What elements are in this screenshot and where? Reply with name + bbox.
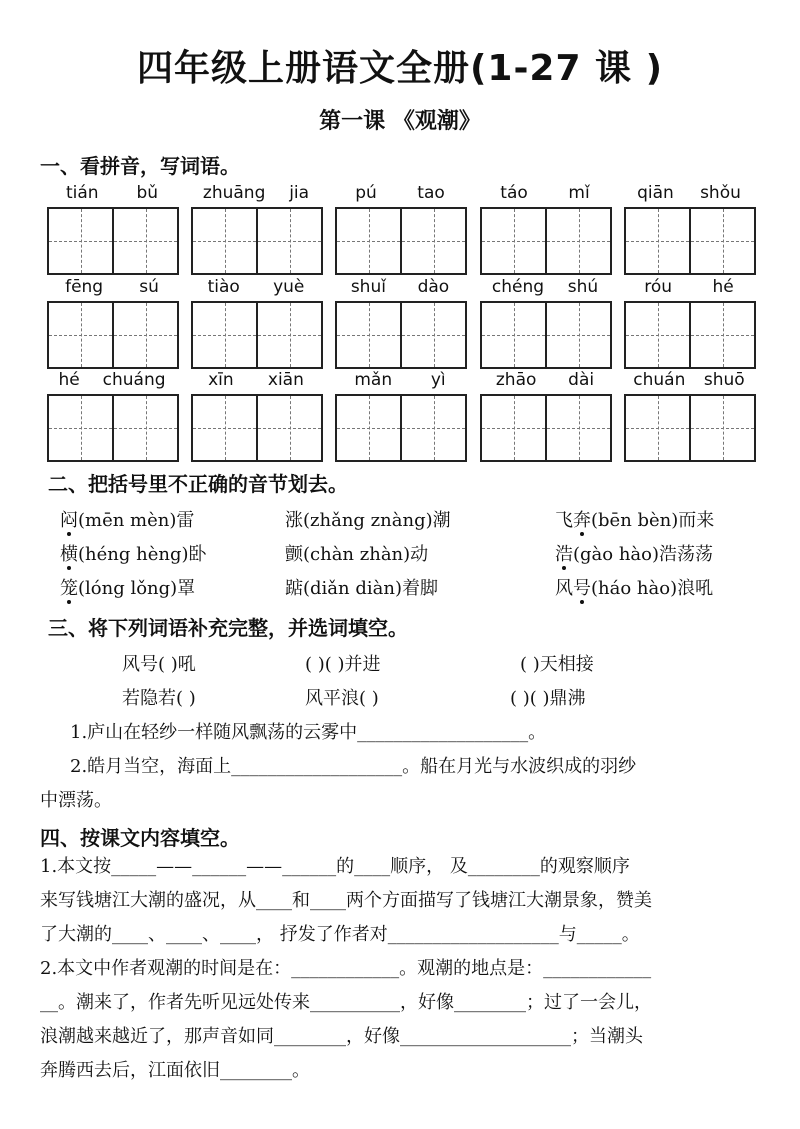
syllable-item <box>285 574 438 600</box>
tianzige-cell[interactable] <box>400 303 465 367</box>
syllable-options[interactable]: (háo hào)浪吼 <box>591 578 714 599</box>
pinyin-label <box>480 183 610 203</box>
pinyin-syllable: róu <box>644 277 673 297</box>
tianzige-cell[interactable] <box>49 209 112 273</box>
pinyin-label <box>480 370 610 390</box>
tianzige-cell[interactable] <box>400 396 465 460</box>
syllable-item <box>60 574 195 600</box>
pinyin-label <box>335 277 465 297</box>
writing-boxes[interactable] <box>335 394 467 462</box>
tianzige-cell[interactable] <box>337 209 400 273</box>
writing-boxes[interactable] <box>191 394 323 462</box>
syllable-options[interactable]: (chàn zhàn)动 <box>303 544 429 565</box>
pinyin-syllable: zhāo <box>495 370 537 390</box>
dotted-character: 号 <box>573 578 591 599</box>
pinyin-syllable: shuō <box>703 370 745 390</box>
writing-boxes[interactable] <box>624 207 756 275</box>
pinyin-syllable: dào <box>417 277 450 297</box>
content-line: 1.本文按_____——______——______的____顺序， 及________的观察顺序 <box>40 856 630 877</box>
idiom-4: 若隐若( ) <box>122 688 196 709</box>
tianzige-cell[interactable] <box>112 303 177 367</box>
writing-boxes[interactable] <box>191 207 323 275</box>
writing-boxes[interactable] <box>624 301 756 369</box>
pinyin-syllable: bǔ <box>136 183 159 203</box>
lesson-title: 第一课 《观潮》 <box>319 109 481 134</box>
writing-boxes[interactable] <box>335 207 467 275</box>
pinyin-label <box>335 183 465 203</box>
syllable-options[interactable]: (diǎn diàn)着脚 <box>303 578 438 599</box>
syllable-options[interactable]: (gào hào)浩荡荡 <box>573 544 714 565</box>
tianzige-cell[interactable] <box>112 209 177 273</box>
tianzige-cell[interactable] <box>49 303 112 367</box>
pinyin-syllable: mǐ <box>568 183 590 203</box>
pinyin-syllable: zhuāng <box>202 183 266 203</box>
dotted-character: 奔 <box>573 510 591 531</box>
fill-question-1: 1.庐山在轻纱一样随风飘荡的云雾中___________________。 <box>70 722 547 743</box>
fill-question-2-cont: 中漂荡。 <box>40 790 112 811</box>
content-line: 了大潮的____、____、____， 抒发了作者对___________________与_____。 <box>40 924 640 945</box>
pinyin-syllable: pú <box>355 183 377 203</box>
word-prefix: 风 <box>555 578 573 599</box>
syllable-item <box>285 540 428 566</box>
content-line: 来写钱塘江大潮的盛况，从____和____两个方面描写了钱塘江大潮景象，赞美 <box>40 890 652 911</box>
syllable-item <box>555 574 713 600</box>
tianzige-cell[interactable] <box>482 396 545 460</box>
pinyin-syllable: mǎn <box>354 370 393 390</box>
syllable-item <box>60 540 207 566</box>
syllable-options[interactable]: (zhǎng znàng)潮 <box>303 510 451 531</box>
tianzige-cell[interactable] <box>400 209 465 273</box>
writing-boxes[interactable] <box>480 394 612 462</box>
tianzige-cell[interactable] <box>49 396 112 460</box>
tianzige-cell[interactable] <box>193 396 256 460</box>
pinyin-label <box>480 277 610 297</box>
tianzige-cell[interactable] <box>626 303 689 367</box>
tianzige-cell[interactable] <box>482 303 545 367</box>
pinyin-syllable: chéng <box>491 277 545 297</box>
tianzige-cell[interactable] <box>545 303 610 367</box>
pinyin-syllable: hé <box>58 370 80 390</box>
pinyin-syllable: chuán <box>633 370 686 390</box>
syllable-item <box>60 506 194 532</box>
pinyin-label <box>624 183 754 203</box>
word-prefix: 涨 <box>285 510 303 531</box>
pinyin-syllable: tao <box>417 183 445 203</box>
writing-boxes[interactable] <box>191 301 323 369</box>
writing-boxes[interactable] <box>47 394 179 462</box>
tianzige-cell[interactable] <box>256 396 321 460</box>
pinyin-syllable: shuǐ <box>350 277 386 297</box>
pinyin-label <box>624 370 754 390</box>
pinyin-syllable: shǒu <box>700 183 741 203</box>
pinyin-label <box>47 183 177 203</box>
writing-boxes[interactable] <box>480 301 612 369</box>
pinyin-syllable: xīn <box>208 370 234 390</box>
tianzige-cell[interactable] <box>256 209 321 273</box>
pinyin-syllable: xiān <box>267 370 304 390</box>
pinyin-syllable: tiào <box>207 277 240 297</box>
word-prefix: 颤 <box>285 544 303 565</box>
tianzige-cell[interactable] <box>689 303 754 367</box>
tianzige-cell[interactable] <box>626 396 689 460</box>
pinyin-syllable: táo <box>500 183 528 203</box>
pinyin-label <box>191 370 321 390</box>
word-prefix: 飞 <box>555 510 573 531</box>
pinyin-label <box>47 370 177 390</box>
dotted-character: 闷 <box>60 510 78 531</box>
writing-boxes[interactable] <box>47 301 179 369</box>
pinyin-syllable: yuè <box>273 277 305 297</box>
tianzige-cell[interactable] <box>193 303 256 367</box>
syllable-options[interactable]: (lóng lǒng)罩 <box>78 578 196 599</box>
writing-boxes[interactable] <box>335 301 467 369</box>
tianzige-cell[interactable] <box>193 209 256 273</box>
word-prefix: 踮 <box>285 578 303 599</box>
content-line: 2.本文中作者观潮的时间是在：____________。观潮的地点是：____________ <box>40 958 652 979</box>
writing-boxes[interactable] <box>47 207 179 275</box>
section3-heading: 三、将下列词语补充完整，并选词填空。 <box>48 616 408 640</box>
pinyin-syllable: fēng <box>65 277 104 297</box>
syllable-item <box>285 506 451 532</box>
content-line: 浪潮越来越近了，那声音如同________，好像___________________；当潮头 <box>40 1026 643 1047</box>
section1-heading: 一、看拼音，写词语。 <box>40 154 240 178</box>
pinyin-syllable: yì <box>430 370 446 390</box>
pinyin-syllable: sú <box>139 277 159 297</box>
content-fill-block <box>40 850 652 1088</box>
dotted-character: 横 <box>60 544 78 565</box>
syllable-options[interactable]: (héng hèng)卧 <box>78 544 207 565</box>
idiom-2: ( )( )并进 <box>305 654 381 675</box>
section4-heading: 四、按课文内容填空。 <box>40 826 240 850</box>
pinyin-label <box>624 277 754 297</box>
content-line: 奔腾西去后，江面依旧________。 <box>40 1060 310 1081</box>
pinyin-syllable: dài <box>568 370 595 390</box>
pinyin-syllable: jia <box>289 183 310 203</box>
pinyin-syllable: qiān <box>637 183 674 203</box>
dotted-character: 浩 <box>555 544 573 565</box>
pinyin-syllable: chuáng <box>102 370 166 390</box>
idiom-3: ( )天相接 <box>520 654 594 675</box>
tianzige-cell[interactable] <box>689 396 754 460</box>
syllable-options[interactable]: (bēn bèn)而来 <box>591 510 715 531</box>
idiom-1: 风号( )吼 <box>122 654 196 675</box>
pinyin-syllable: tián <box>65 183 99 203</box>
syllable-item <box>555 540 713 566</box>
tianzige-cell[interactable] <box>112 396 177 460</box>
syllable-options[interactable]: (mēn mèn)雷 <box>78 510 195 531</box>
writing-boxes[interactable] <box>624 394 756 462</box>
syllable-item <box>555 506 714 532</box>
idiom-6: ( )( )鼎沸 <box>510 688 586 709</box>
tianzige-cell[interactable] <box>545 396 610 460</box>
pinyin-syllable: hé <box>712 277 734 297</box>
dotted-character: 笼 <box>60 578 78 599</box>
tianzige-cell[interactable] <box>337 303 400 367</box>
page-title: 四年级上册语文全册(1-27 课 ) <box>136 48 664 89</box>
tianzige-cell[interactable] <box>689 209 754 273</box>
fill-question-2: 2.皓月当空，海面上___________________。船在月光与水波织成的羽纱 <box>70 756 637 777</box>
tianzige-cell[interactable] <box>337 396 400 460</box>
writing-boxes[interactable] <box>480 207 612 275</box>
content-line: __。潮来了，作者先听见远处传来__________，好像________；过了一会儿， <box>40 992 652 1013</box>
tianzige-cell[interactable] <box>626 209 689 273</box>
tianzige-cell[interactable] <box>545 209 610 273</box>
tianzige-cell[interactable] <box>256 303 321 367</box>
pinyin-label <box>191 277 321 297</box>
pinyin-label <box>191 183 321 203</box>
pinyin-syllable: shú <box>567 277 599 297</box>
section2-heading: 二、把括号里不正确的音节划去。 <box>48 472 348 496</box>
pinyin-label <box>47 277 177 297</box>
idiom-5: 风平浪( ) <box>305 688 379 709</box>
tianzige-cell[interactable] <box>482 209 545 273</box>
pinyin-label <box>335 370 465 390</box>
